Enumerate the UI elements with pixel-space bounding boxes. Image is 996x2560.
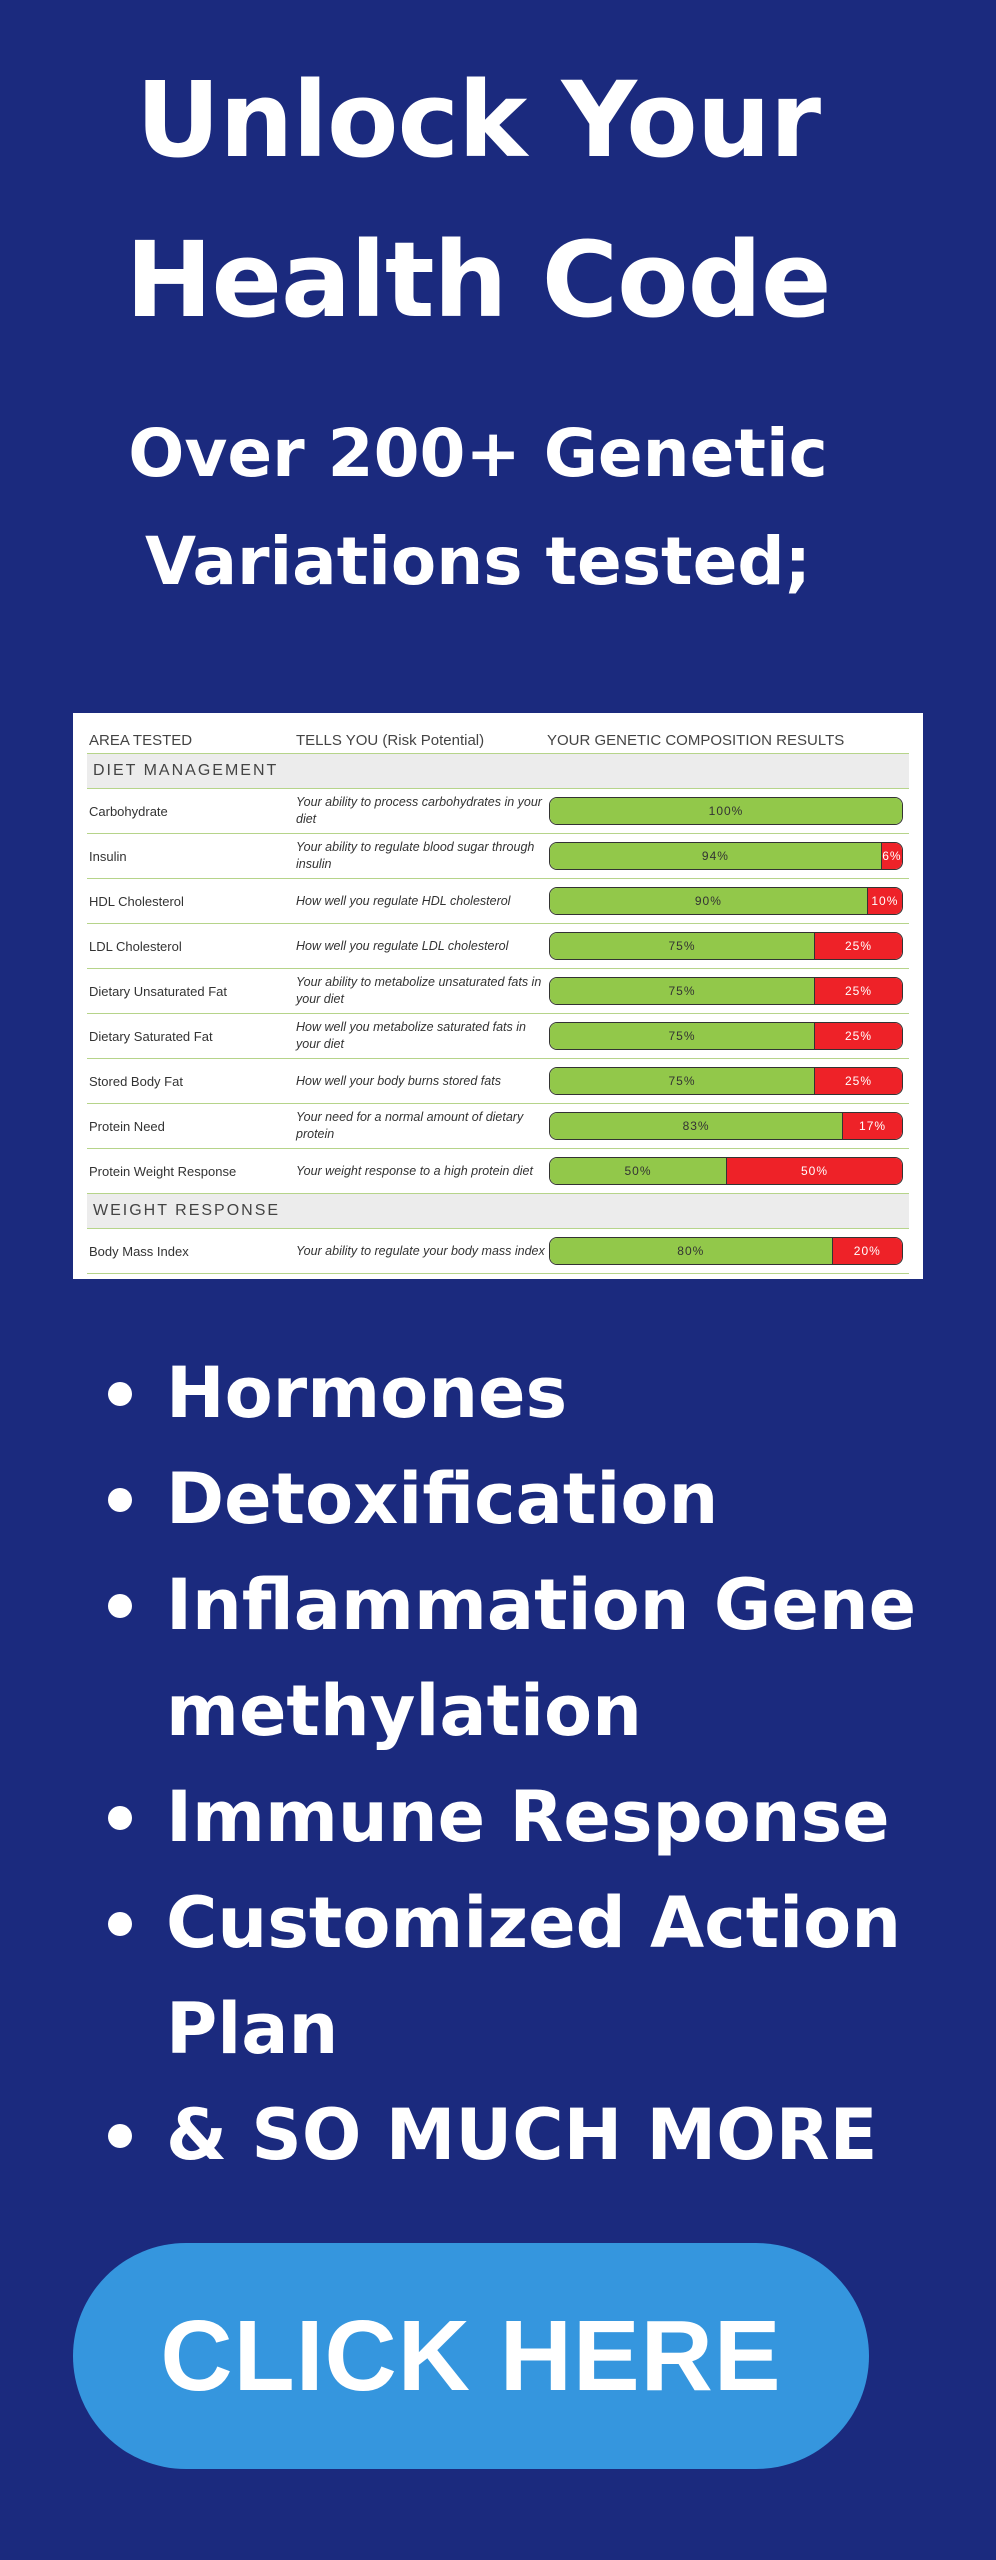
risk-description: How well you metabolize saturated fats in your diet	[296, 1020, 526, 1051]
result-bar	[549, 1157, 903, 1185]
risk-description: Your ability to process carbohydrates in your diet	[296, 795, 542, 826]
genetic-report-table	[73, 713, 923, 1279]
area-tested: Protein Weight Response	[89, 1163, 237, 1179]
table-row	[87, 1229, 909, 1274]
result-bar-red-segment: 20%	[832, 1238, 902, 1264]
subheadline-line-1: Over 200+ Genetic	[128, 415, 828, 492]
area-tested: HDL Cholesterol	[89, 893, 184, 909]
result-cell	[547, 887, 909, 915]
result-bar-red-segment: 50%	[726, 1158, 902, 1184]
table-row	[87, 834, 909, 879]
result-bar	[549, 797, 903, 825]
result-cell	[547, 1112, 909, 1140]
result-bar-green-segment: 75%	[550, 933, 814, 959]
result-bar-red-segment: 25%	[814, 978, 902, 1004]
result-bar-green-segment: 75%	[550, 1023, 814, 1049]
result-bar-red-segment: 25%	[814, 933, 902, 959]
result-bar	[549, 887, 903, 915]
result-bar	[549, 1067, 903, 1095]
feature-item: Immune Response	[100, 1764, 980, 1870]
risk-description: Your ability to regulate your body mass index	[296, 1243, 545, 1258]
feature-item: & SO MUCH MORE	[100, 2082, 980, 2188]
table-row	[87, 879, 909, 924]
result-bar-red-segment: 25%	[814, 1068, 902, 1094]
result-bar	[549, 1237, 903, 1265]
risk-description: How well you regulate HDL cholesterol	[296, 893, 511, 908]
area-tested: Insulin	[89, 848, 127, 864]
result-bar-green-segment: 100%	[550, 798, 902, 824]
table-row	[87, 1104, 909, 1149]
result-cell	[547, 1157, 909, 1185]
result-bar-green-segment: 90%	[550, 888, 867, 914]
result-bar-red-segment: 6%	[881, 843, 902, 869]
area-tested: Protein Need	[89, 1118, 165, 1134]
result-cell	[547, 842, 909, 870]
area-tested: Dietary Saturated Fat	[89, 1028, 213, 1044]
result-cell	[547, 1067, 909, 1095]
subheadline-line-2: Variations tested;	[144, 523, 812, 600]
result-bar-red-segment: 25%	[814, 1023, 902, 1049]
result-bar-green-segment: 75%	[550, 978, 814, 1004]
area-tested: LDL Cholesterol	[89, 938, 182, 954]
table-row	[87, 1014, 909, 1059]
result-cell	[547, 1237, 909, 1265]
result-bar-green-segment: 75%	[550, 1068, 814, 1094]
result-bar-green-segment: 50%	[550, 1158, 726, 1184]
table-row	[87, 969, 909, 1014]
result-cell	[547, 977, 909, 1005]
risk-description: Your ability to metabolize unsaturated fats in your diet	[296, 975, 542, 1006]
risk-description: How well your body burns stored fats	[296, 1073, 501, 1088]
headline-line-2: Health Code	[125, 219, 831, 341]
result-cell	[547, 797, 909, 825]
table-row	[87, 1149, 909, 1194]
result-bar	[549, 1022, 903, 1050]
column-header-results: YOUR GENETIC COMPOSITION RESULTS	[547, 731, 845, 749]
result-bar-red-segment: 10%	[867, 888, 902, 914]
result-bar-green-segment: 83%	[550, 1113, 842, 1139]
headline-line-1: Unlock Your	[135, 59, 821, 181]
risk-description: Your ability to regulate blood sugar through insulin	[296, 840, 535, 871]
feature-item: Customized Action Plan	[100, 1870, 980, 2082]
report-body	[87, 754, 909, 1274]
subheadline	[0, 400, 996, 616]
feature-item: Detoxification	[100, 1446, 980, 1552]
area-tested: Dietary Unsaturated Fat	[89, 983, 228, 999]
table-row	[87, 924, 909, 969]
column-header-tells: TELLS YOU (Risk Potential)	[296, 731, 485, 749]
report-section-title: DIET MANAGEMENT	[87, 754, 909, 789]
column-header-area: AREA TESTED	[89, 731, 193, 749]
result-bar-green-segment: 80%	[550, 1238, 832, 1264]
area-tested: Stored Body Fat	[89, 1073, 183, 1089]
result-cell	[547, 1022, 909, 1050]
result-bar	[549, 1112, 903, 1140]
result-bar	[549, 977, 903, 1005]
area-tested: Carbohydrate	[89, 803, 168, 819]
result-cell	[547, 932, 909, 960]
result-bar	[549, 842, 903, 870]
result-bar	[549, 932, 903, 960]
risk-description: Your need for a normal amount of dietary protein	[296, 1110, 524, 1141]
headline	[0, 40, 996, 360]
result-bar-green-segment: 94%	[550, 843, 881, 869]
risk-description: How well you regulate LDL cholesterol	[296, 938, 509, 953]
risk-description: Your weight response to a high protein diet	[296, 1163, 533, 1178]
area-tested: Body Mass Index	[89, 1243, 189, 1259]
click-here-button[interactable]: CLICK HERE	[73, 2243, 869, 2469]
table-row	[87, 789, 909, 834]
feature-item: Inflammation Gene methylation	[100, 1552, 980, 1764]
table-row	[87, 1059, 909, 1104]
feature-list	[100, 1340, 980, 2188]
feature-item: Hormones	[100, 1340, 980, 1446]
report-section-title: WEIGHT RESPONSE	[87, 1194, 909, 1229]
result-bar-red-segment: 17%	[842, 1113, 902, 1139]
report-header-row	[87, 727, 909, 754]
